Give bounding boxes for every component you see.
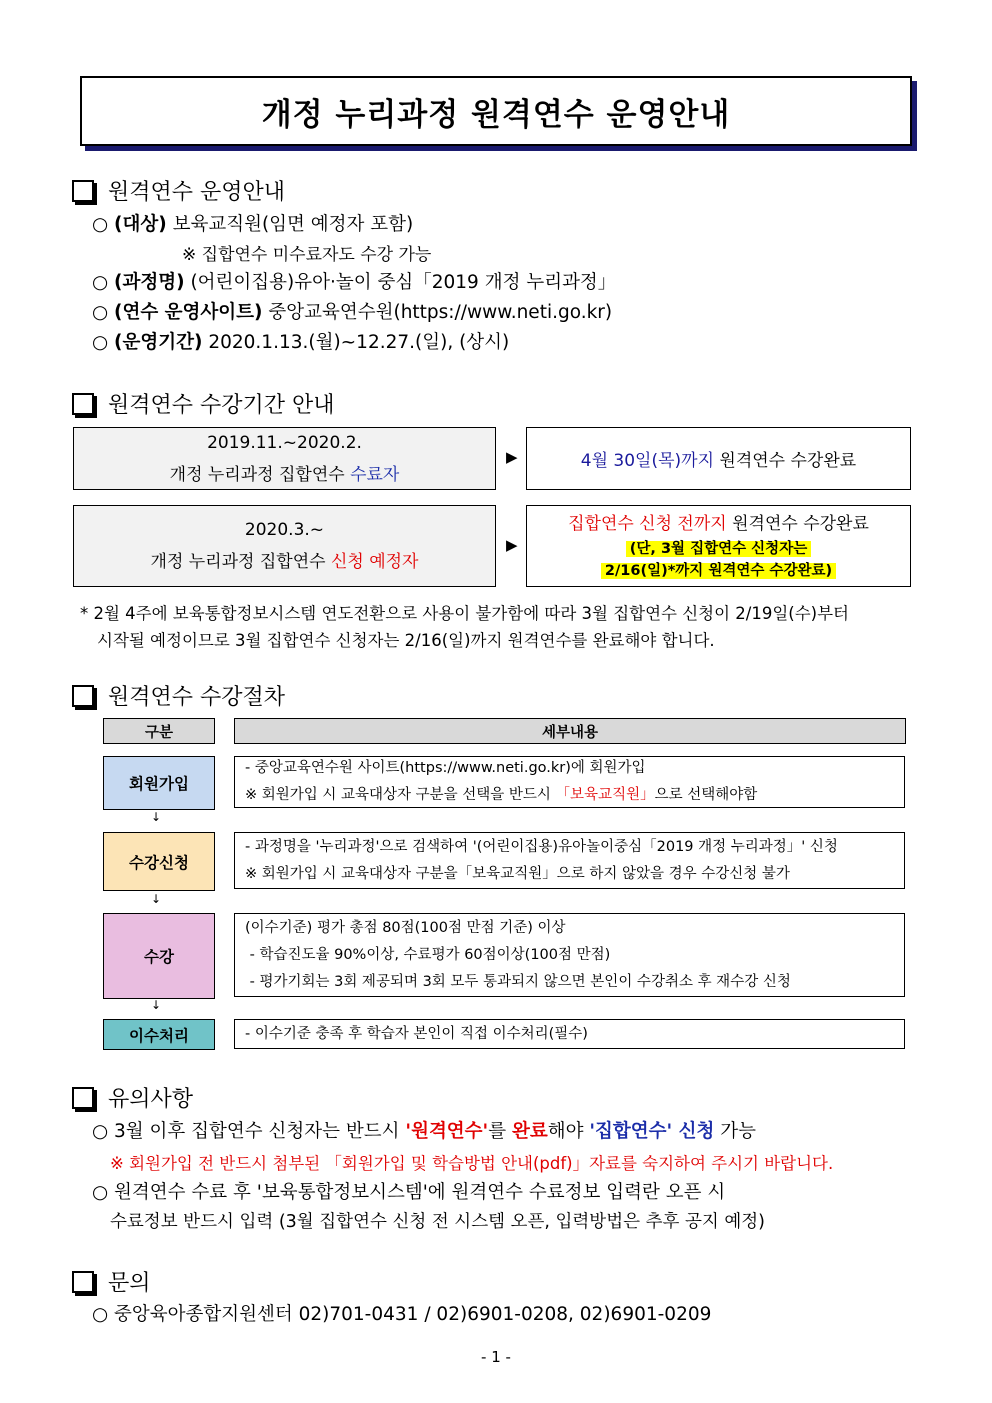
target-line [92, 210, 413, 236]
section-heading-text: 유의사항 [108, 1087, 194, 1112]
completed-period: 2019.11.~2020.2. [207, 432, 362, 453]
section-heading-contact [72, 1266, 151, 1297]
checkbox-square-icon [72, 393, 94, 415]
page-title-text: 개정 누리과정 원격연수 운영안내 [261, 96, 731, 133]
notice-line-3: 수료정보 반드시 입력 (3월 집합연수 신청 전 시스템 오픈, 입력방법은 추후 공지 예정) [110, 1212, 765, 1232]
section-heading-period [72, 388, 335, 419]
detail-line: - 학습진도율 90%이상, 수료평가 60점이상(100점 만점) [245, 946, 611, 963]
course-line [92, 268, 616, 294]
notice-text: 해야 [547, 1121, 590, 1142]
step-signup-details [234, 756, 905, 808]
deadline-date: 4월 30일(목)까지 [580, 451, 715, 471]
detail-line: ※ 회원가입 시 교육대상자 구분을「보육교직원」으로 하지 않았을 경우 수강신청 불가 [245, 865, 790, 882]
col-header-category: 구분 [103, 718, 215, 744]
checkbox-square-icon [72, 1271, 94, 1293]
planned-group-box [73, 505, 496, 587]
site-line [92, 298, 612, 324]
planned-desc-text: 개정 누리과정 집합연수 [150, 552, 331, 572]
planned-period: 2020.3.~ [244, 520, 325, 540]
step-signup: 회원가입 [103, 756, 215, 810]
site-text: 중앙교육연수원(https://www.neti.go.kr) [262, 302, 613, 323]
bullet: ○ [92, 302, 109, 323]
target-label: (대상) [114, 214, 167, 235]
target-note: ※ 집합연수 미수료자도 수강 가능 [182, 245, 432, 265]
section-heading-text: 문의 [108, 1271, 151, 1296]
notice-line-2: ○ 원격연수 수료 후 '보육통합정보시스템'에 원격연수 수료정보 입력란 오픈 시 [92, 1182, 726, 1203]
planned-deadline-box [526, 505, 911, 587]
section-heading-text: 원격연수 운영안내 [108, 180, 286, 205]
contact-line: ○ 중앙육아종합지원센터 02)701-0431 / 02)6901-0208, 02)6901-0209 [92, 1304, 712, 1325]
period-label: (운영기간) [114, 332, 203, 353]
bullet: ○ [92, 332, 109, 353]
deadline-condition: 집합연수 신청 전까지 [568, 514, 727, 534]
section-heading-procedure [72, 680, 285, 711]
deadline-text: 원격연수 수강완료 [714, 451, 857, 471]
period-footnote-2: 시작될 예정이므로 3월 집합연수 신청자는 2/16(일)까지 원격연수를 완료해야 합니다. [97, 631, 715, 650]
section-heading-text: 원격연수 수강기간 안내 [108, 393, 335, 418]
down-arrow-icon: ↓ [151, 810, 162, 824]
notice-line-1 [92, 1117, 756, 1143]
highlight-note-2: 2/16(일)*까지 원격연수 수강완료) [601, 563, 836, 579]
planned-desc-highlight: 신청 예정자 [330, 552, 419, 572]
detail-line: - 평가기회는 3회 제공되며 3회 모두 통과되지 않으면 본인이 수강취소 후 재수강 신청 [245, 973, 791, 990]
right-arrow-icon: ▶ [506, 448, 518, 466]
period-line [92, 328, 509, 354]
bullet: ○ [92, 272, 109, 293]
page-number: - 1 - [481, 1348, 511, 1366]
notice-highlight: '집합연수' 신청 [589, 1121, 715, 1142]
completed-desc-highlight: 수료자 [350, 464, 400, 485]
step-course-details [234, 913, 905, 997]
section-heading-operation [72, 175, 285, 206]
completed-desc [170, 459, 400, 491]
detail-line: - 이수기준 충족 후 학습자 본인이 직접 이수처리(필수) [245, 1025, 588, 1042]
step-completion-details [234, 1019, 905, 1049]
down-arrow-icon: ↓ [151, 998, 162, 1012]
step-register: 수강신청 [103, 832, 215, 891]
right-arrow-icon: ▶ [506, 536, 518, 554]
step-completion: 이수처리 [103, 1019, 215, 1050]
detail-line: (이수기준) 평가 총점 80점(100점 만점 기준) 이상 [245, 919, 566, 936]
detail-line: - 과정명을 '누리과정'으로 검색하여 '(어린이집용)유아놀이중심「2019 개정 누리과정」' 신청 [245, 838, 838, 855]
course-text: (어린이집용)유아·놀이 중심「2019 개정 누리과정」 [184, 272, 617, 293]
notice-note: ※ 회원가입 전 반드시 첨부된 「회원가입 및 학습방법 안내(pdf)」자료를 숙지하여 주시기 바랍니다. [110, 1154, 834, 1173]
notice-highlight: '원격연수' [405, 1121, 489, 1142]
down-arrow-icon: ↓ [151, 892, 162, 906]
detail-line-highlight: 「보육교직원」 [555, 787, 655, 803]
bullet: ○ [92, 214, 109, 235]
detail-line: - 중앙교육연수원 사이트(https://www.neti.go.kr)에 회원가입 [245, 760, 646, 776]
completed-desc-text: 개정 누리과정 집합연수 [169, 464, 351, 485]
completed-deadline [581, 446, 856, 471]
section-heading-text: 원격연수 수강절차 [108, 685, 286, 710]
notice-highlight: 완료 [511, 1121, 548, 1142]
notice-text: 를 [488, 1121, 512, 1142]
site-label: (연수 운영사이트) [114, 302, 263, 323]
notice-text: ○ 3월 이후 집합연수 신청자는 반드시 [92, 1121, 406, 1142]
highlight-note-1: (단, 3월 집합연수 신청자는 [626, 541, 811, 557]
page-title [80, 76, 912, 146]
completed-deadline-box [526, 427, 911, 490]
completed-group-box [73, 427, 496, 490]
planned-desc [151, 546, 419, 578]
col-header-details: 세부내용 [234, 718, 906, 744]
checkbox-square-icon [72, 180, 94, 202]
period-text: 2020.1.13.(월)~12.27.(일), (상시) [202, 332, 510, 353]
section-heading-notice [72, 1082, 193, 1113]
checkbox-square-icon [72, 685, 94, 707]
detail-line-text: 으로 선택해야함 [654, 787, 758, 803]
period-footnote-1: * 2월 4주에 보육통합정보시스템 연도전환으로 사용이 불가함에 따라 3월 집합연수 신청이 2/19일(수)부터 [80, 604, 849, 623]
detail-line-text: ※ 회원가입 시 교육대상자 구분을 선택을 반드시 [245, 787, 556, 803]
notice-text: 가능 [714, 1121, 756, 1142]
planned-deadline [568, 510, 869, 538]
deadline-text: 원격연수 수강완료 [726, 514, 869, 534]
target-text: 보육교직원(임면 예정자 포함) [166, 214, 414, 235]
detail-line [245, 782, 894, 809]
step-course: 수강 [103, 913, 215, 999]
course-label: (과정명) [114, 272, 185, 293]
checkbox-square-icon [72, 1087, 94, 1109]
step-register-details [234, 832, 905, 889]
